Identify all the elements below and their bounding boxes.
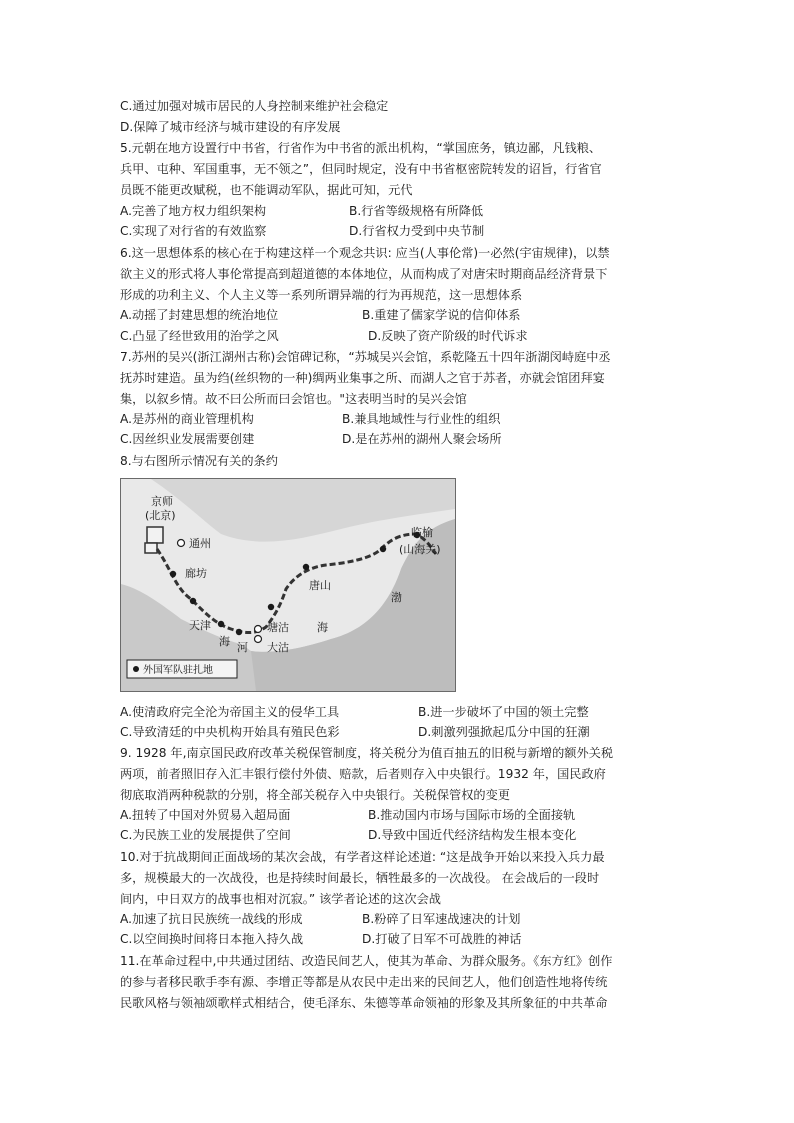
label-sea: 海 [317, 621, 328, 634]
q9-option-d: D.导致中国近代经济结构发生根本变化 [368, 828, 577, 842]
q7-option-b: B.兼具地域性与行业性的组织 [342, 412, 501, 426]
troop-station [190, 598, 196, 604]
q4-option-c: C.通过加强对城市居民的人身控制来维护社会稳定 [120, 99, 389, 113]
q7-option-d: D.是在苏州的湖州人聚会场所 [342, 432, 502, 446]
q4-option-d: D.保障了城市经济与城市建设的有序发展 [120, 120, 341, 134]
label-tanggu: 塘沽 [267, 621, 289, 634]
q9-option-a: A.扭转了中国对外贸易入超局面 [120, 808, 291, 822]
q11-stem: 的参与者移民歌手李有源、李增正等都是从农民中走出来的民间艺人，他们创造性地将传统 [120, 975, 608, 989]
q10-option-c: C.以空间换时间将日本拖入持久战 [120, 932, 304, 946]
q5-stem: 5.元朝在地方设置行中书省，行省作为中书省的派出机构，“掌国庶务，镇边鄙，凡钱粮、 [120, 141, 602, 155]
q6-option-d: D.反映了资产阶级的时代诉求 [368, 329, 528, 343]
legend-marker [133, 666, 139, 672]
q5-stem: 兵甲、屯种、军国重事，无不领之”，但同时规定，没有中书省枢密院转发的诏旨，行省官 [120, 162, 602, 176]
troop-station [303, 564, 309, 570]
q7-stem: 集，以叙乡情。故不曰公所而曰会馆也。"这表明当时的吴兴会馆 [120, 392, 467, 406]
troop-station [380, 546, 386, 552]
railway-map-figure [120, 478, 456, 692]
label-dagu: 大沽 [267, 641, 289, 654]
q10-option-b: B.粉碎了日军速战速决的计划 [362, 912, 521, 926]
q9-option-b: B.推动国内市场与国际市场的全面接轨 [368, 808, 576, 822]
label-beijing: (北京) [145, 509, 176, 522]
map-svg [121, 479, 455, 691]
q5-option-b: B.行省等级规格有所降低 [349, 204, 484, 218]
q10-stem: 10.对于抗战期间正面战场的某次会战，有学者这样论述道: “这是战争开始以来投入兵力最 [120, 850, 605, 864]
q6-option-a: A.动摇了封建思想的统治地位 [120, 308, 279, 322]
q7-option-a: A.是苏州的商业管理机构 [120, 412, 254, 426]
q5-stem: 员既不能更改赋税，也不能调动军队，据此可知，元代 [120, 183, 413, 197]
q6-stem: 形成的功利主义、个人主义等一系列所谓异端的行为再规范，这一思想体系 [120, 288, 523, 302]
q5-option-c: C.实现了对行省的有效监察 [120, 224, 267, 238]
q9-stem: 9. 1928 年,南京国民政府改革关税保管制度，将关税分为值百抽五的旧税与新增的额外关税 [120, 746, 614, 760]
q10-stem: 间内，中日双方的战事也相对沉寂。” 该学者论述的这次会战 [120, 892, 441, 906]
label-hai-river-1: 海 [219, 635, 230, 648]
label-linyu: 临榆 [411, 526, 433, 539]
q6-option-b: B.重建了儒家学说的信仰体系 [362, 308, 521, 322]
q5-option-a: A.完善了地方权力组织架构 [120, 204, 267, 218]
q8-option-d: D.刺激列强掀起瓜分中国的狂潮 [418, 725, 590, 739]
beijing-outer-walls [145, 543, 157, 553]
tanggu-marker [255, 626, 262, 633]
troop-station [236, 629, 242, 635]
troop-station [268, 604, 274, 610]
label-langfang: 廊坊 [185, 567, 207, 580]
troop-station [218, 621, 224, 627]
q9-option-c: C.为民族工业的发展提供了空间 [120, 828, 291, 842]
q9-stem: 彻底取消两种税款的分别，将全部关税存入中央银行。关税保管权的变更 [120, 788, 510, 802]
q10-option-a: A.加速了抗日民族统一战线的形成 [120, 912, 303, 926]
q11-stem: 11.在革命过程中,中共通过团结、改造民间艺人，使其为革命、为群众服务。《东方红》创作 [120, 954, 613, 968]
q6-stem: 6.这一思想体系的核心在于构建这样一个观念共识: 应当(人事伦常)一必然(宇宙规律)，以禁 [120, 246, 610, 260]
label-tianjin: 天津 [189, 619, 211, 632]
troop-station [170, 571, 176, 577]
label-tongzhou: 通州 [189, 537, 211, 550]
q7-option-c: C.因丝织业发展需要创建 [120, 432, 255, 446]
q7-stem: 7.苏州的吴兴(浙江湖州古称)会馆碑记称，“苏城吴兴会馆，系乾隆五十四年浙湖闵峙庭中丞 [120, 350, 611, 364]
q11-stem: 民歌风格与领袖颂歌样式相结合，使毛泽东、朱德等革命领袖的形象及其所象征的中共革命 [120, 996, 608, 1010]
label-shanhaiguan: (山海关) [399, 543, 441, 556]
dagu-marker [255, 636, 262, 643]
q10-stem: 多，规模最大的一次战役，也是持续时间最长，牺牲最多的一次战役。 在会战后的一段时 [120, 871, 600, 885]
q7-stem: 抚苏时建造。虽为绉(丝织物的一种)绸两业集事之所、而湖人之官于苏者，亦就会馆团拜宴 [120, 371, 605, 385]
q8-option-c: C.导致清廷的中央机构开始具有殖民色彩 [120, 725, 340, 739]
tongzhou-marker [178, 540, 185, 547]
q6-option-c: C.凸显了经世致用的治学之风 [120, 329, 279, 343]
q10-option-d: D.打破了日军不可战胜的神话 [362, 932, 522, 946]
q9-stem: 两项，前者照旧存入汇丰银行偿付外债、赔款，后者则存入中央银行。1932 年，国民政府 [120, 767, 606, 781]
label-bo: 渤 [391, 591, 402, 604]
beijing-walls [147, 527, 163, 543]
q6-stem: 欲主义的形式将人事伦常提高到超道德的本体地位，从而构成了对唐宋时期商品经济背景下 [120, 267, 608, 281]
label-tangshan: 唐山 [309, 579, 331, 592]
label-hai-river-2: 河 [237, 641, 248, 654]
legend-label: 外国军队驻扎地 [143, 665, 213, 676]
q8-option-a: A.使清政府完全沦为帝国主义的侵华工具 [120, 705, 340, 719]
q8-option-b: B.进一步破坏了中国的领土完整 [418, 705, 589, 719]
q8-stem: 8.与右图所示情况有关的条约 [120, 454, 278, 468]
label-jingshi: 京师 [151, 495, 173, 508]
q5-option-d: D.行省权力受到中央节制 [349, 224, 485, 238]
